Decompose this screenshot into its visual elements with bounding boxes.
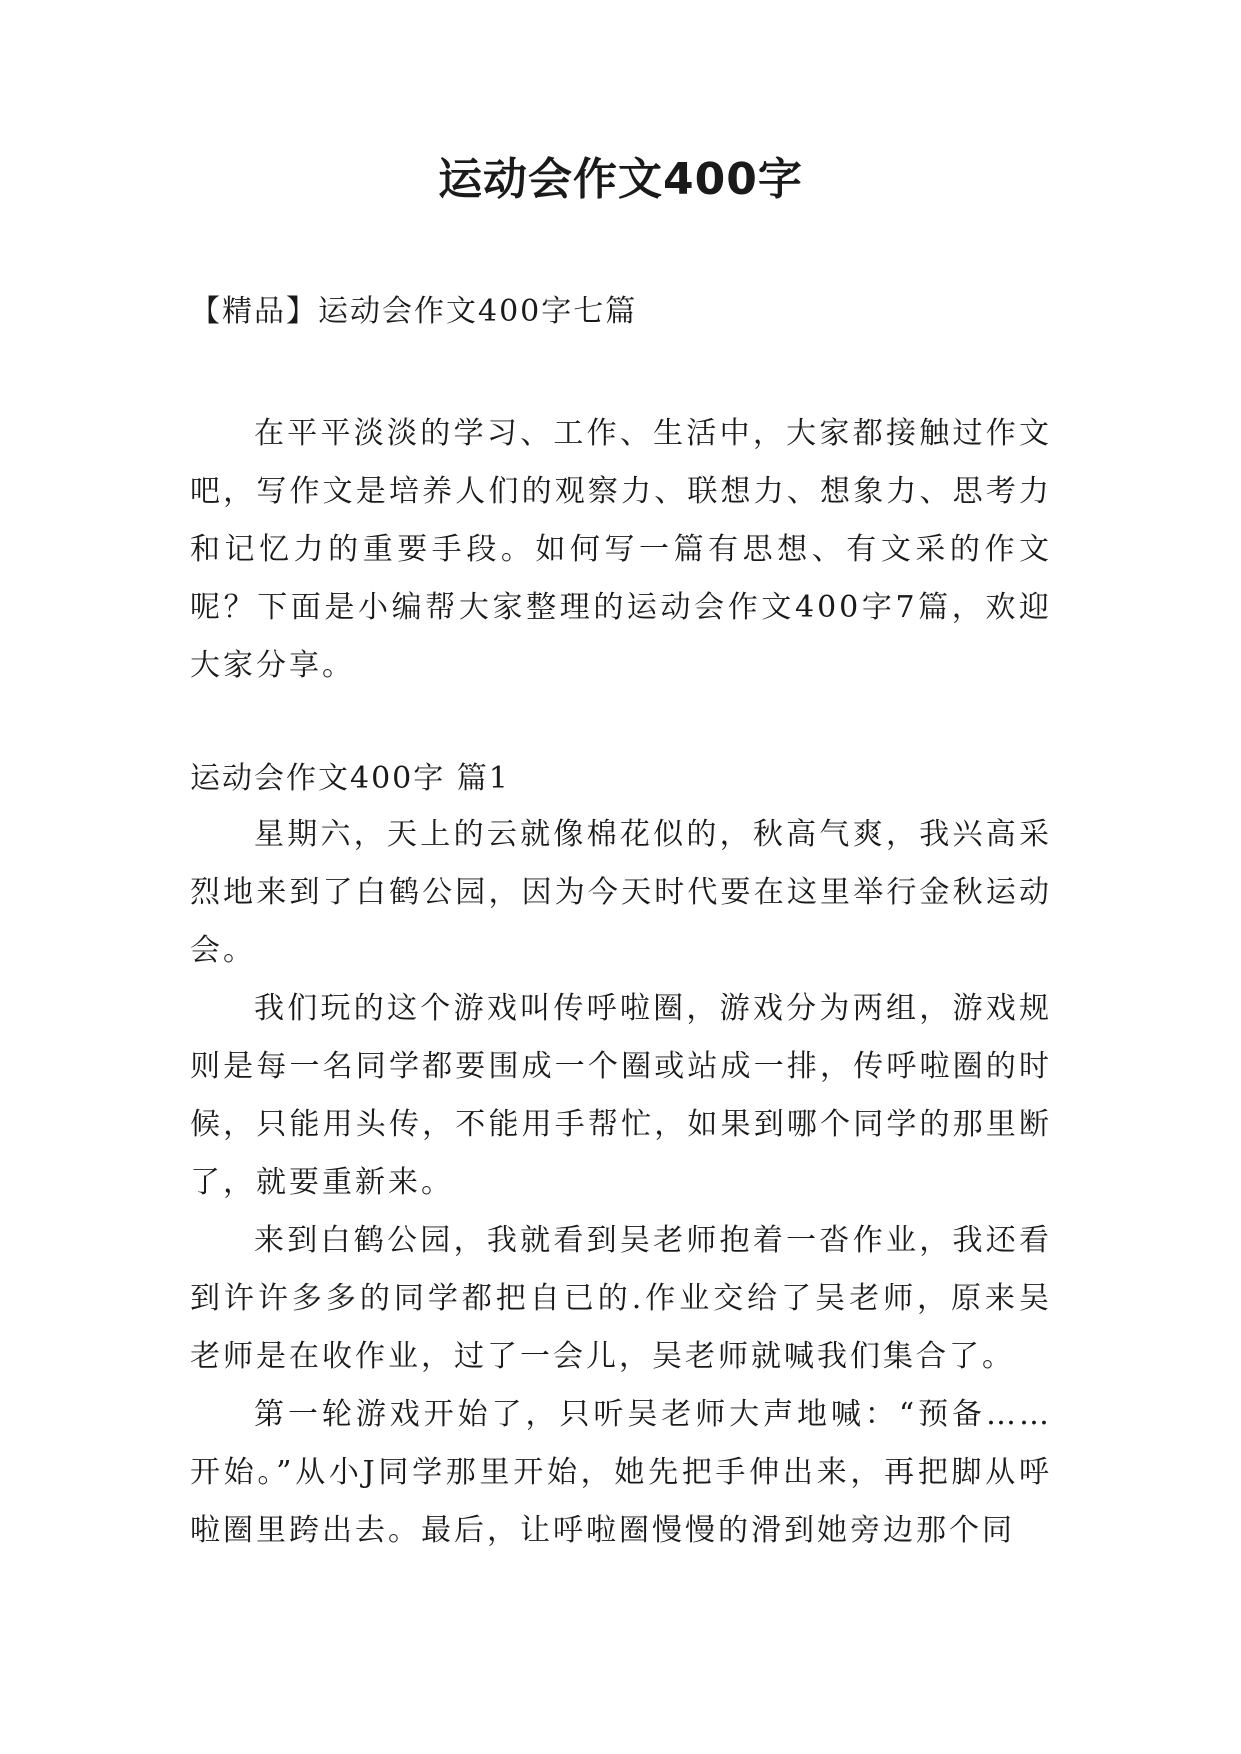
body-paragraph: 来到白鹤公园，我就看到吴老师抱着一沓作业，我还看到许许多多的同学都把自已的.作业交给了吴老师，原来吴老师是在收作业，过了一会儿，吴老师就喊我们集合了。 xyxy=(190,1223,1052,1374)
section-heading: 运动会作文400字 篇1 xyxy=(190,761,510,796)
document-title: 运动会作文400字 xyxy=(438,154,803,205)
document-subtitle: 【精品】运动会作文400字七篇 xyxy=(190,294,638,329)
body-paragraph: 第一轮游戏开始了，只听吴老师大声地喊：“预备……开始。”从小J同学那里开始，她先把手伸出来，再把脚从呼啦圈里跨出去。最后，让呼啦圈慢慢的滑到她旁边那个同 xyxy=(190,1397,1052,1548)
body-paragraph: 我们玩的这个游戏叫传呼啦圈，游戏分为两组，游戏规则是每一名同学都要围成一个圈或站成一排，传呼啦圈的时候，只能用头传，不能用手帮忙，如果到哪个同学的那里断了，就要重新来。 xyxy=(190,991,1052,1200)
intro-paragraph: 在平平淡淡的学习、工作、生活中，大家都接触过作文吧，写作文是培养人们的观察力、联想力、想象力、思考力和记忆力的重要手段。如何写一篇有思想、有文采的作文呢？下面是小编帮大家整理的运动会作文400字7篇，欢迎大家分享。 xyxy=(190,416,1052,683)
body-paragraph: 星期六，天上的云就像棉花似的，秋高气爽，我兴高采烈地来到了白鹤公园，因为今天时代要在这里举行金秋运动会。 xyxy=(190,817,1052,968)
